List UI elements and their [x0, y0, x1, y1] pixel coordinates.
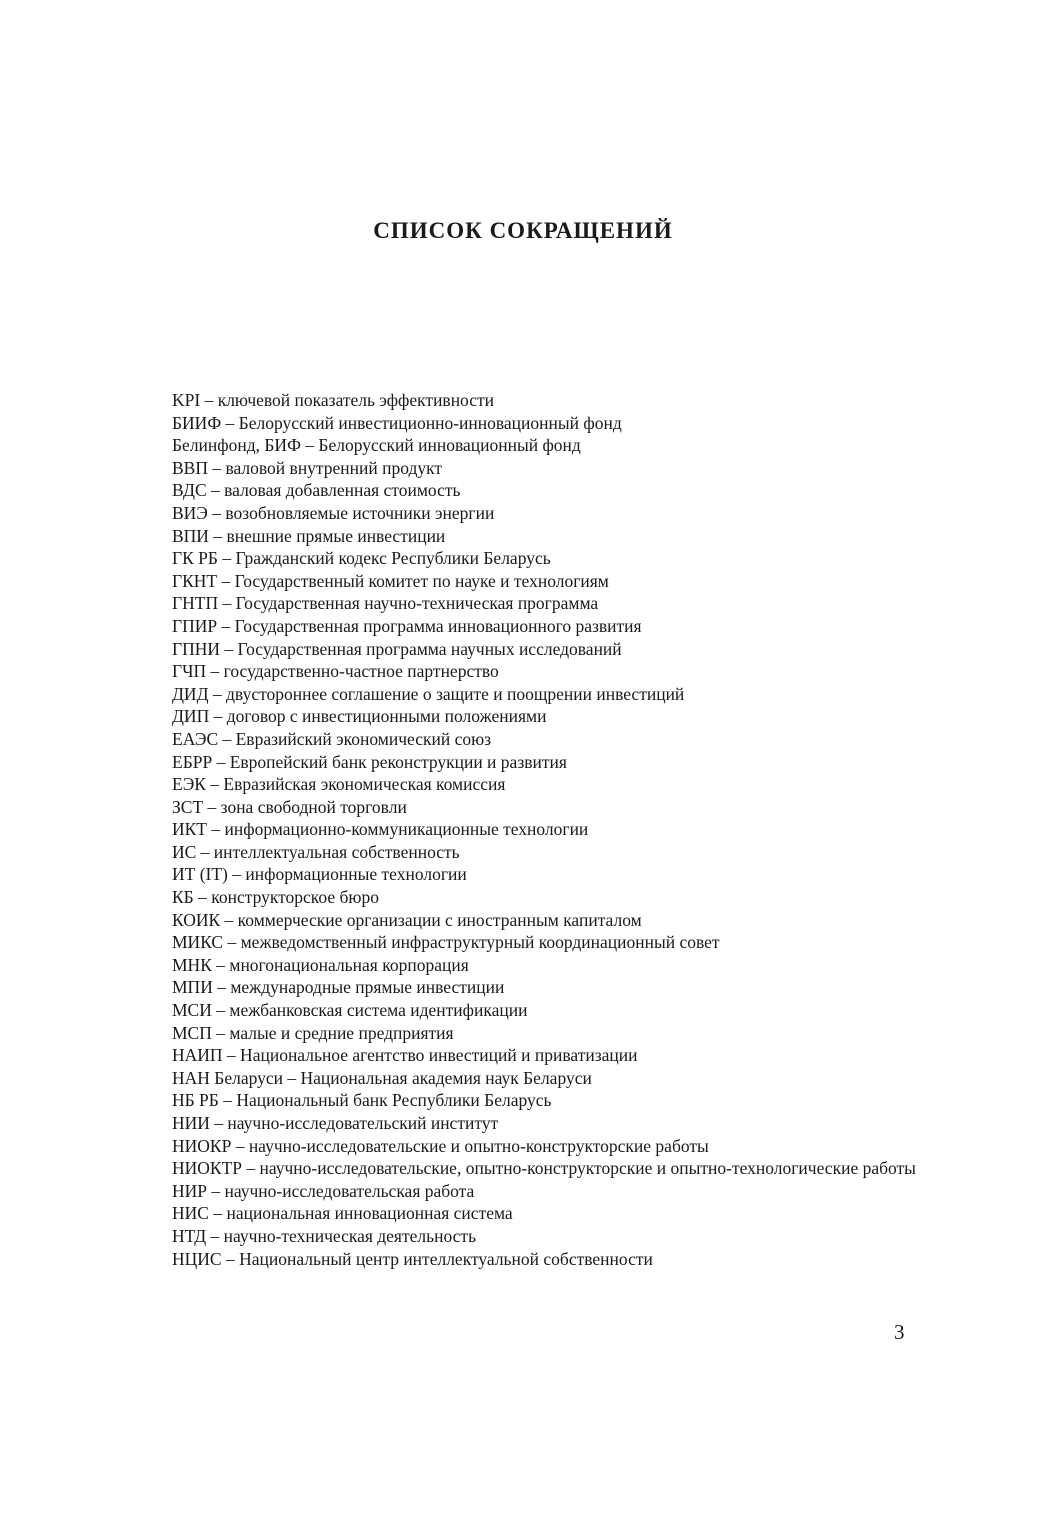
list-item: НБ РБ – Национальный банк Республики Беларусь [172, 1090, 552, 1111]
list-item: НАН Беларуси – Национальная академия наук Беларуси [172, 1067, 592, 1088]
list-item: НАИП – Национальное агентство инвестиций и приватизации [172, 1045, 638, 1066]
page-number: 3 [894, 1320, 905, 1344]
list-item: ИКТ – информационно-коммуникационные технологии [172, 819, 589, 840]
list-item: ВПИ – внешние прямые инвестиции [172, 525, 446, 546]
list-item: Белинфонд, БИФ – Белорусский инновационный фонд [172, 435, 581, 456]
list-item: ГЧП – государственно-частное партнерство [172, 661, 499, 682]
page-title: СПИСОК СОКРАЩЕНИЙ [373, 218, 673, 244]
list-item: БИИФ – Белорусский инвестиционно-инновационный фонд [172, 412, 622, 433]
list-item: НИОКР – научно-исследовательские и опытно-конструкторские работы [172, 1135, 709, 1156]
list-item: ГПНИ – Государственная программа научных исследований [172, 638, 622, 659]
list-item: ГНТП – Государственная научно-техническая программа [172, 593, 599, 614]
list-item: НИР – научно-исследовательская работа [172, 1180, 475, 1201]
list-item: КБ – конструкторское бюро [172, 887, 380, 908]
list-item: ДИП – договор с инвестиционными положениями [172, 706, 547, 727]
list-item: НИОКТР – научно-исследовательские, опытно-конструкторские и опытно-технологические работы [172, 1158, 916, 1179]
list-item: ЕЭК – Евразийская экономическая комиссия [172, 774, 506, 795]
list-item: KPI – ключевой показатель эффективности [172, 390, 495, 410]
list-item: ВДС – валовая добавленная стоимость [172, 480, 461, 501]
abbreviation-list [136, 389, 916, 1270]
list-item: НИИ – научно-исследовательский институт [172, 1113, 499, 1133]
list-item: ГК РБ – Гражданский кодекс Республики Беларусь [172, 548, 551, 569]
list-item: ЕАЭС – Евразийский экономический союз [172, 728, 492, 749]
list-item: ИС – интеллектуальная собственность [172, 841, 460, 862]
list-item: ВИЭ – возобновляемые источники энергии [172, 502, 495, 523]
list-item: НТД – научно-техническая деятельность [172, 1225, 477, 1246]
list-item: МСП – малые и средние предприятия [172, 1022, 454, 1043]
list-item: ЕБРР – Европейский банк реконструкции и развития [172, 751, 567, 772]
list-item: ИТ (IT) – информационные технологии [172, 864, 467, 885]
list-item: ЗСТ – зона свободной торговли [172, 796, 407, 817]
list-item: ГПИР – Государственная программа инновационного развития [172, 615, 642, 636]
list-item: ГКНТ – Государственный комитет по науке и технологиям [172, 570, 609, 591]
list-item: ДИД – двустороннее соглашение о защите и поощрении инвестиций [172, 683, 685, 704]
list-item: ВВП – валовой внутренний продукт [172, 457, 443, 478]
list-item: НЦИС – Национальный центр интеллектуальной собственности [172, 1248, 653, 1269]
list-item: МПИ – международные прямые инвестиции [172, 977, 505, 998]
list-item: КОИК – коммерческие организации с иностранным капиталом [172, 909, 642, 930]
list-item: МИКС – межведомственный инфраструктурный координационный совет [172, 932, 720, 953]
list-item: НИС – национальная инновационная система [172, 1203, 513, 1224]
list-item: МСИ – межбанковская система идентификации [172, 1000, 528, 1021]
list-item: МНК – многонациональная корпорация [172, 954, 469, 975]
